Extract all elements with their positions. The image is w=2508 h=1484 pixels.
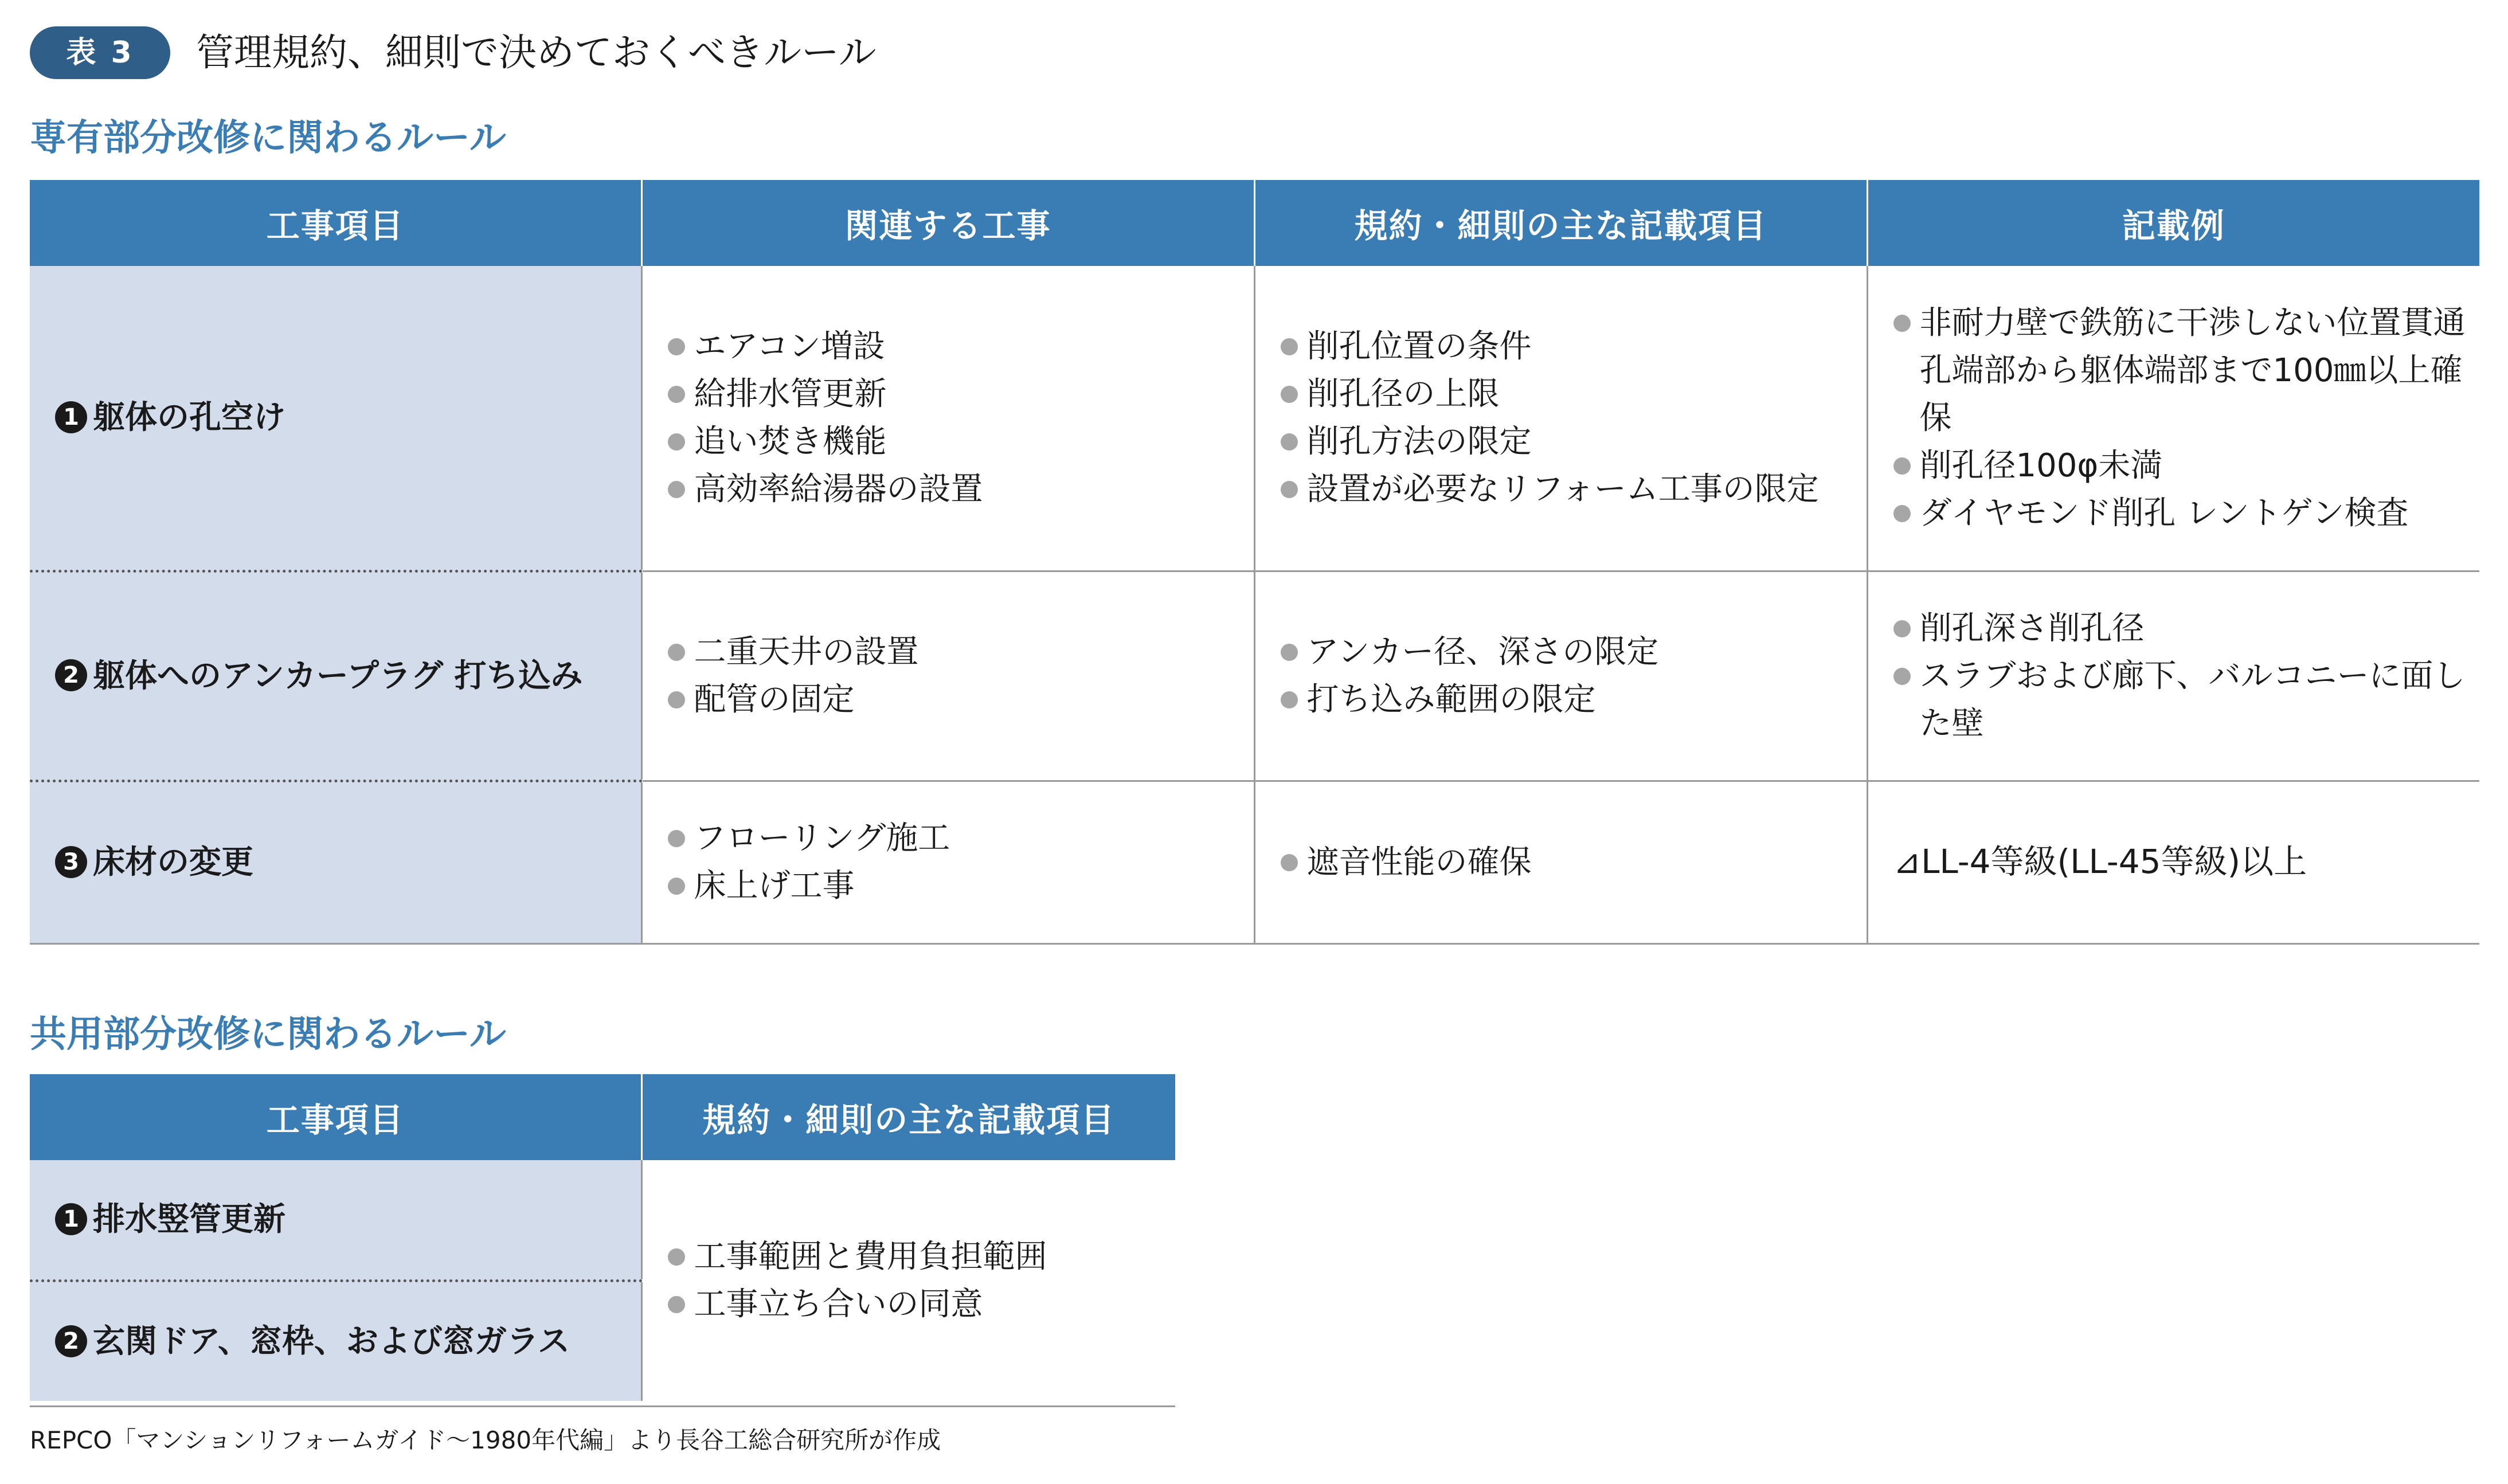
- list-item: エアコン増設: [668, 323, 1242, 370]
- circled-number-1: 1: [55, 401, 87, 433]
- table-row: [30, 1160, 1175, 1281]
- related-work-cell: [641, 571, 1254, 781]
- list-item: 削孔位置の条件: [1281, 323, 1855, 370]
- list-item: ダイヤモンド削孔 レントゲン検査: [1893, 490, 2468, 537]
- table-bottom-rule: [30, 1405, 1175, 1407]
- circled-number-2: 2: [55, 1325, 87, 1357]
- table-header-row: [30, 1074, 1175, 1160]
- list-item: 高効率給湯器の設置: [668, 465, 1242, 513]
- work-item-cell: [30, 781, 641, 943]
- list-item: 配管の固定: [668, 676, 1242, 723]
- examples-cell: [1867, 571, 2479, 781]
- list-item: 削孔深さ削孔径: [1893, 605, 2468, 652]
- list-item: 二重天井の設置: [668, 628, 1242, 676]
- list-item: 非耐力壁で鉄筋に干渉しない位置貫通孔端部から躯体端部まで100㎜以上確保: [1893, 299, 2468, 442]
- header-related-work: 関連する工事: [641, 180, 1254, 266]
- work-item-label: 躯体の孔空け: [93, 399, 285, 437]
- list-item: 給排水管更新: [668, 370, 1242, 418]
- header-examples: 記載例: [1867, 180, 2479, 266]
- rule-items-cell: [1254, 571, 1867, 781]
- work-item-label: 玄関ドア、窓枠、および窓ガラス: [93, 1322, 570, 1360]
- list-item: 追い焚き機能: [668, 418, 1242, 465]
- work-item-label: 排水竪管更新: [93, 1201, 285, 1239]
- list-item: 削孔径の上限: [1281, 370, 1855, 418]
- header-rule-items: 規約・細則の主な記載項目: [1254, 180, 1867, 266]
- related-work-cell: [641, 781, 1254, 943]
- table-row: [30, 266, 2479, 571]
- page-title: 管理規約、細則で決めておくべきルール: [196, 30, 877, 75]
- table-header-row: [30, 180, 2479, 266]
- examples-cell: [1867, 781, 2479, 943]
- work-item-cell: [30, 571, 641, 781]
- list-item: 削孔径100φ未満: [1893, 442, 2468, 490]
- list-item: 工事範囲と費用負担範囲: [668, 1233, 1164, 1281]
- work-item-label: 躯体へのアンカープラグ 打ち込み: [93, 657, 583, 695]
- examples-cell: [1867, 266, 2479, 571]
- circled-number-2: 2: [55, 659, 87, 691]
- list-item: 打ち込み範囲の限定: [1281, 676, 1855, 723]
- section-title-private: 専有部分改修に関わるルール: [30, 117, 506, 159]
- list-item: 遮音性能の確保: [1281, 839, 1855, 886]
- table-row: [30, 781, 2479, 943]
- list-item: スラブおよび廊下、バルコニーに面した壁: [1893, 652, 2468, 747]
- list-item: アンカー径、深さの限定: [1281, 628, 1855, 676]
- table-number-badge: [30, 26, 170, 79]
- header-rule-items: 規約・細則の主な記載項目: [641, 1074, 1175, 1160]
- list-item: 削孔方法の限定: [1281, 418, 1855, 465]
- example-text: ⊿LL-4等級(LL-45等級)以上: [1893, 842, 2307, 881]
- circled-number-3: 3: [55, 846, 87, 878]
- circled-number-1: 1: [55, 1203, 87, 1235]
- common-area-rules-table: [30, 1074, 1175, 1401]
- list-item: 床上げ工事: [668, 862, 1242, 910]
- work-item-cell: [30, 266, 641, 571]
- work-item-cell: [30, 1281, 641, 1401]
- rule-items-cell: [1254, 781, 1867, 943]
- private-area-rules-table: [30, 180, 2479, 945]
- list-item: 工事立ち合いの同意: [668, 1281, 1164, 1328]
- work-item-cell: [30, 1160, 641, 1281]
- work-item-label: 床材の変更: [93, 844, 253, 881]
- header-work-item: 工事項目: [30, 180, 641, 266]
- source-note: REPCO「マンションリフォームガイド〜1980年代編」より長谷工総合研究所が作成: [30, 1426, 941, 1454]
- rule-items-cell: [641, 1160, 1175, 1401]
- section-title-common: 共用部分改修に関わるルール: [30, 1013, 506, 1056]
- list-item: 設置が必要なリフォーム工事の限定: [1281, 465, 1855, 513]
- badge-label: 表 3: [66, 36, 134, 70]
- header-work-item: 工事項目: [30, 1074, 641, 1160]
- list-item: フローリング施工: [668, 815, 1242, 862]
- related-work-cell: [641, 266, 1254, 571]
- table-row: [30, 571, 2479, 781]
- rule-items-cell: [1254, 266, 1867, 571]
